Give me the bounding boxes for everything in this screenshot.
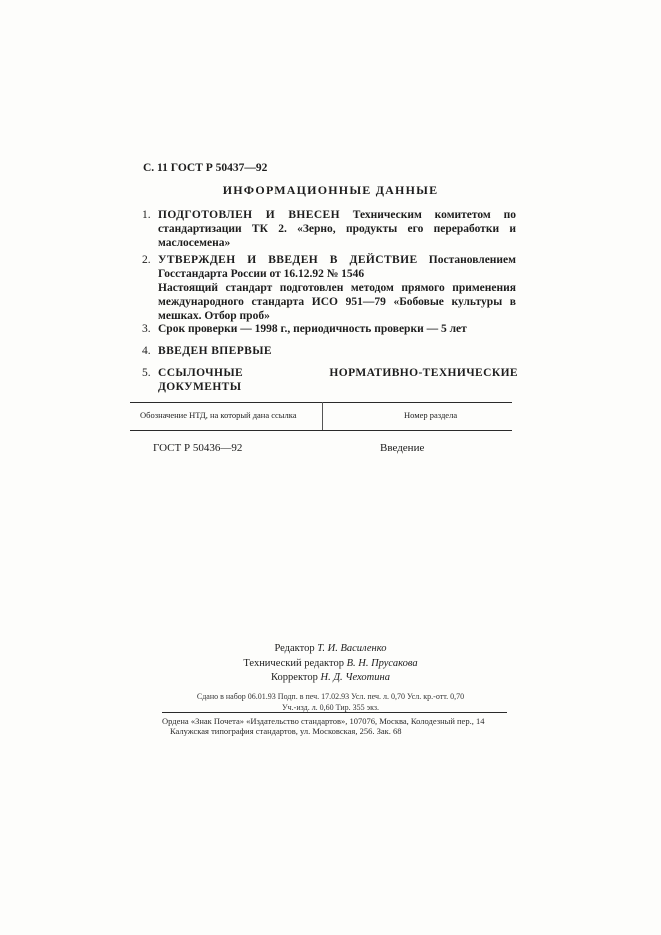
print-info <box>0 691 661 713</box>
item-number: 1. <box>142 209 151 221</box>
table-header-designation: Обозначение НТД, на который дана ссылка <box>140 410 297 420</box>
item-extra-text: Настоящий стандарт подготовлен методом прямого применения международного стандарта ИСО 951—79 «Бобовые культуры в мешках. Отбор проб» <box>158 282 516 322</box>
list-item <box>142 366 516 394</box>
section-title: ИНФОРМАЦИОННЫЕ ДАННЫЕ <box>222 183 439 197</box>
item-caps: ВВЕДЕН ВПЕРВЫЕ <box>158 345 272 357</box>
list-item <box>142 344 516 358</box>
table-header-section: Номер раздела <box>404 410 458 420</box>
editor-name: Т. И. Василенко <box>317 643 387 654</box>
table-header-rule <box>130 430 512 431</box>
page-header: С. 11 ГОСТ Р 50437—92 <box>143 162 268 174</box>
item-caps: УТВЕРЖДЕН И ВВЕДЕН В ДЕЙСТВИЕ <box>158 254 418 266</box>
list-item <box>142 208 516 250</box>
item-text: Постановлением Госстандарта России от 16.12.92 № 1546 <box>158 254 516 280</box>
print-info-line: Сдано в набор 06.01.93 Подп. в печ. 17.02.93 Усл. печ. л. 0,70 Усл. кр.-отт. 0,70 <box>196 692 465 701</box>
footer-rule <box>162 712 507 713</box>
publisher-footer <box>162 716 507 736</box>
table-cell-section: Введение <box>380 442 425 454</box>
tech-editor-name: В. Н. Прусакова <box>346 657 418 669</box>
editor-label: Редактор <box>274 643 315 654</box>
table-top-rule <box>130 402 512 403</box>
item-caps: ПОДГОТОВЛЕН И ВНЕСЕН <box>158 209 340 221</box>
corrector-name: Н. Д. Чехотина <box>320 672 390 683</box>
footer-line: Ордена «Знак Почета» «Издательство стандартов», 107076, Москва, Колодезный пер., 14 <box>162 716 485 726</box>
footer-line: Калужская типография стандартов, ул. Московская, 256. Зак. 68 <box>170 726 402 736</box>
print-info-line: Уч.-изд. л. 0,60 Тир. 355 экз. <box>281 703 380 712</box>
item-text: Техническим комитетом по стандартизации ТК 2. «Зерно, продукты его переработки и маслосемена» <box>158 209 516 249</box>
corrector-label: Корректор <box>271 672 318 683</box>
table-column-divider <box>322 402 323 430</box>
item-caps: ССЫЛОЧНЫЕ НОРМАТИВНО-ТЕХНИЧЕСКИЕ ДОКУМЕНТЫ <box>158 367 518 393</box>
list-item <box>142 322 516 336</box>
credits-block <box>0 642 661 686</box>
table-cell-designation: ГОСТ Р 50436—92 <box>153 442 243 454</box>
item-number: 5. <box>142 367 151 379</box>
item-number: 2. <box>142 254 151 266</box>
item-number: 4. <box>142 345 151 357</box>
tech-editor-label: Технический редактор <box>243 657 344 669</box>
list-item <box>142 253 516 323</box>
item-text: Срок проверки — 1998 г., периодичность проверки — 5 лет <box>158 323 467 335</box>
item-number: 3. <box>142 323 151 335</box>
